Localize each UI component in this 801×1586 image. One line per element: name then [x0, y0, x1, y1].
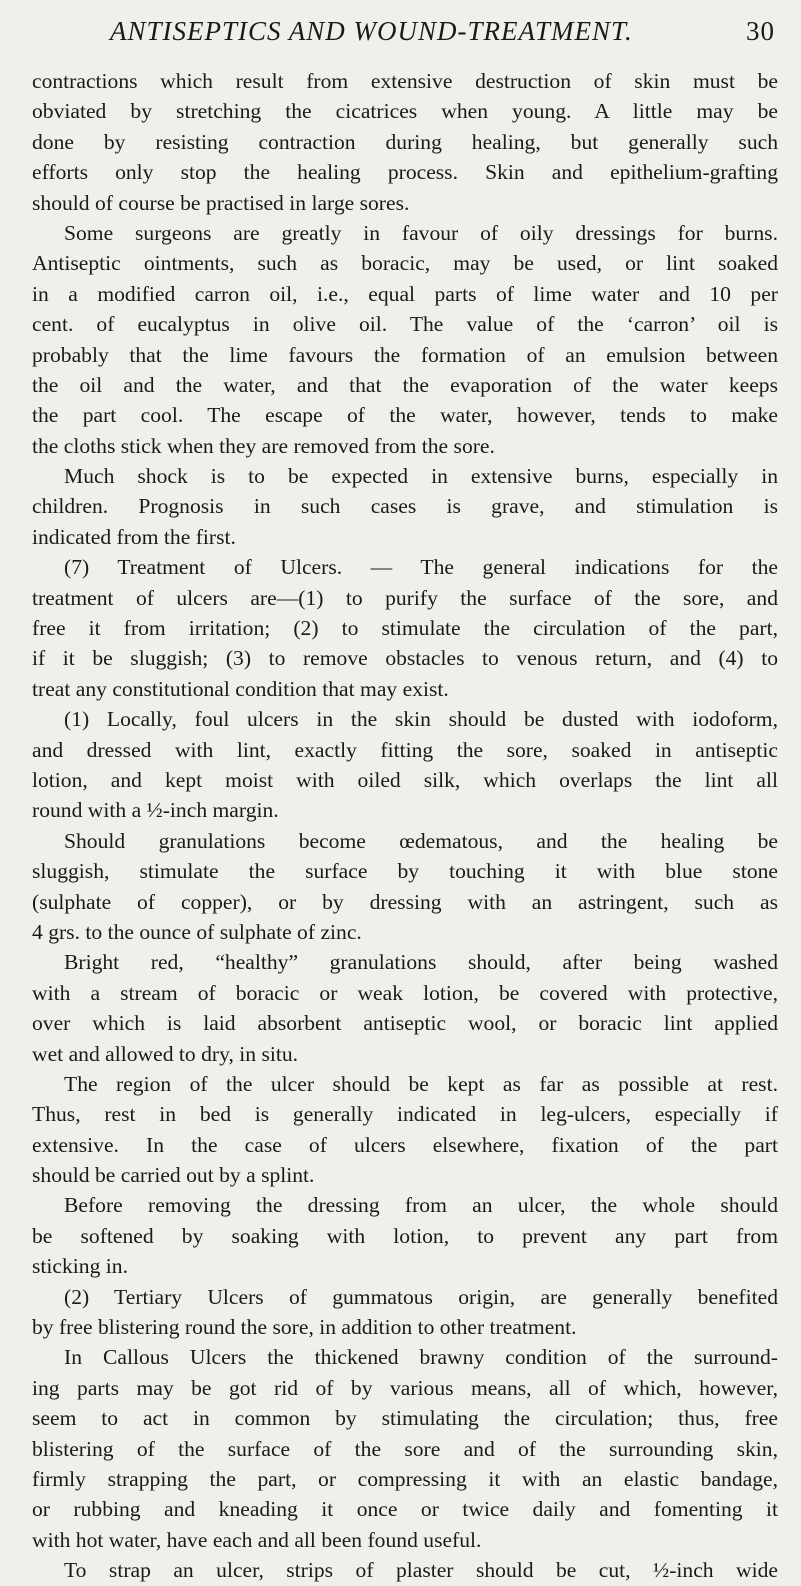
text-line: sticking in. — [32, 1254, 128, 1279]
text-line: the part cool. The escape of the water, however, tends to make — [32, 403, 778, 428]
text-line: (1) Locally, foul ulcers in the skin should be dusted with iodoform, — [64, 707, 778, 732]
text-line: The region of the ulcer should be kept as far as possible at rest. — [64, 1071, 778, 1096]
text-line: in a modified carron oil, i.e., equal parts of lime water and 10 per — [32, 281, 778, 306]
text-line: Much shock is to be expected in extensive burns, especially in — [64, 464, 778, 489]
text-line: 4 grs. to the ounce of sulphate of zinc. — [32, 919, 362, 944]
text-line: (2) Tertiary Ulcers of gummatous origin, are generally benefited — [64, 1284, 778, 1309]
text-line: obviated by stretching the cicatrices when young. A little may be — [32, 99, 778, 124]
text-line: treat any constitutional condition that may exist. — [32, 676, 449, 701]
text-line: efforts only stop the healing process. Skin and epithelium-grafting — [32, 160, 778, 185]
text-line: Thus, rest in bed is generally indicated in leg-ulcers, especially if — [32, 1102, 778, 1127]
text-line: lotion, and kept moist with oiled silk, which overlaps the lint all — [32, 767, 778, 792]
body-text — [32, 66, 778, 1586]
text-line: probably that the lime favours the formation of an emulsion between — [32, 342, 778, 367]
text-line: should be carried out by a splint. — [32, 1163, 315, 1188]
page-number: 30 — [746, 16, 775, 46]
text-line: (sulphate of copper), or by dressing with an astringent, such as — [32, 889, 778, 914]
text-line: Bright red, “healthy” granulations should, after being washed — [64, 950, 778, 975]
text-line: indicated from the first. — [32, 524, 236, 549]
text-line: (7) Treatment of Ulcers. — The general indications for the — [64, 555, 778, 580]
text-line: round with a ½-inch margin. — [32, 798, 279, 823]
text-line: seem to act in common by stimulating the circulation; thus, free — [32, 1406, 778, 1431]
text-line: the oil and the water, and that the evaporation of the water keeps — [32, 372, 778, 397]
text-line: free it from irritation; (2) to stimulate the circulation of the part, — [32, 616, 778, 641]
text-line: Before removing the dressing from an ulcer, the whole should — [64, 1193, 778, 1218]
text-line: treatment of ulcers are—(1) to purify the surface of the sore, and — [32, 585, 778, 610]
text-line: and dressed with lint, exactly fitting the sore, soaked in antiseptic — [32, 737, 778, 762]
chapter-title: ANTISEPTICS AND WOUND-TREATMENT. — [110, 16, 633, 46]
text-line: should of course be practised in large sores. — [32, 190, 410, 215]
text-line: the cloths stick when they are removed from the sore. — [32, 433, 495, 458]
text-line: wet and allowed to dry, in situ. — [32, 1041, 299, 1066]
text-line: with hot water, have each and all been found useful. — [32, 1527, 482, 1552]
text-line: Antiseptic ointments, such as boracic, may be used, or lint soaked — [32, 251, 778, 276]
text-line: children. Prognosis in such cases is grave, and stimulation is — [32, 494, 778, 519]
text-line: if it be sluggish; (3) to remove obstacles to venous return, and (4) to — [32, 646, 778, 671]
text-line: over which is laid absorbent antiseptic wool, or boracic lint applied — [32, 1011, 778, 1036]
running-header — [110, 16, 775, 47]
text-line: To strap an ulcer, strips of plaster should be cut, ½-inch wide — [64, 1558, 778, 1583]
text-line: blistering of the surface of the sore and of the surrounding skin, — [32, 1436, 778, 1461]
text-line: by free blistering round the sore, in addition to other treatment. — [32, 1315, 577, 1340]
text-line: sluggish, stimulate the surface by touching it with blue stone — [32, 859, 778, 884]
text-line: extensive. In the case of ulcers elsewhere, fixation of the part — [32, 1132, 778, 1157]
text-line: contractions which result from extensive destruction of skin must be — [32, 69, 778, 93]
text-line: firmly strapping the part, or compressing it with an elastic bandage, — [32, 1466, 778, 1491]
text-line: ing parts may be got rid of by various means, all of which, however, — [32, 1375, 778, 1400]
text-line: cent. of eucalyptus in olive oil. The value of the ‘carron’ oil is — [32, 312, 778, 337]
text-line: In Callous Ulcers the thickened brawny condition of the surround- — [64, 1345, 778, 1370]
text-line: or rubbing and kneading it once or twice daily and fomenting it — [32, 1497, 778, 1522]
text-line: Some surgeons are greatly in favour of oily dressings for burns. — [64, 220, 778, 245]
text-line: be softened by soaking with lotion, to prevent any part from — [32, 1223, 778, 1248]
text-line: with a stream of boracic or weak lotion, be covered with protective, — [32, 980, 778, 1005]
text-line: done by resisting contraction during healing, but generally such — [32, 129, 778, 154]
text-line: Should granulations become œdematous, and the healing be — [64, 828, 778, 853]
